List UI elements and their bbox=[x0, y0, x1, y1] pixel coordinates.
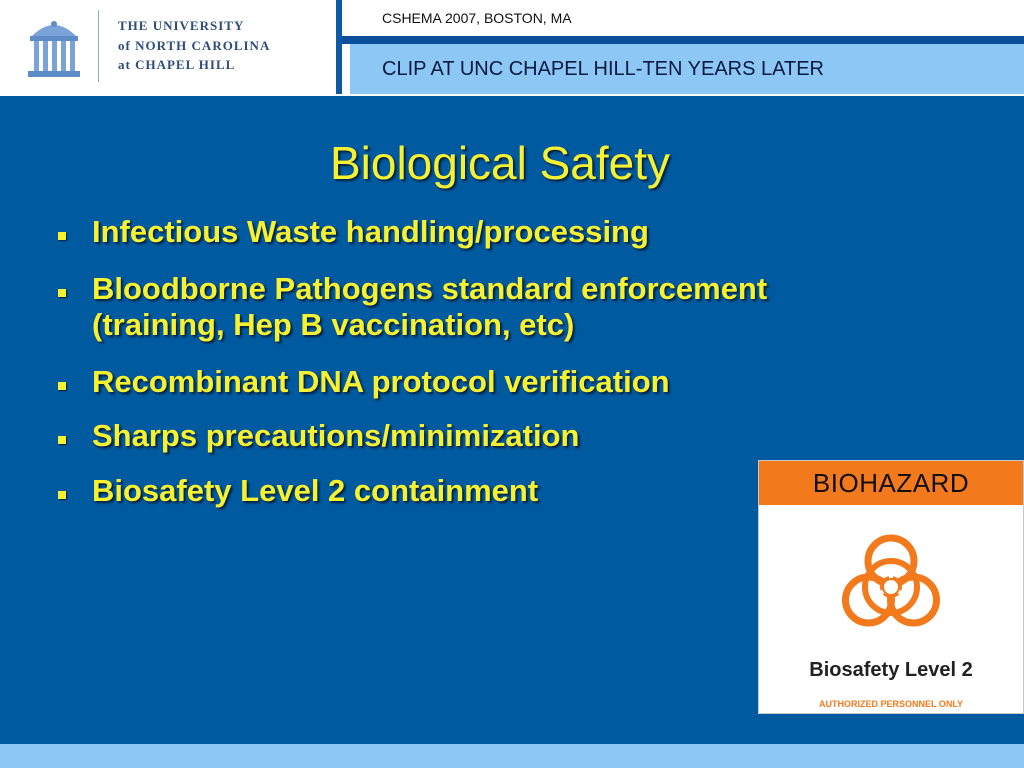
bullet-item bbox=[58, 418, 998, 455]
slide-footer-bar bbox=[0, 744, 1024, 768]
biohazard-sign-header bbox=[759, 461, 1023, 503]
logo-divider bbox=[98, 10, 99, 82]
bullet-item bbox=[58, 214, 998, 251]
bullet-item bbox=[58, 271, 998, 344]
slide-title: Biological Safety bbox=[329, 137, 671, 189]
bullet-item bbox=[58, 364, 998, 401]
header-bar bbox=[342, 36, 1024, 44]
subtitle-bar bbox=[350, 44, 1024, 94]
logo-line-3: at CHAPEL HILL bbox=[118, 57, 236, 72]
biohazard-sign-title: BIOHAZARD bbox=[812, 468, 970, 498]
logo-line-2: of NORTH CAROLINA bbox=[118, 38, 271, 53]
biohazard-sign bbox=[758, 460, 1024, 714]
biohazard-icon bbox=[829, 525, 953, 649]
bullet-text: Sharps precautions/minimization bbox=[92, 418, 580, 454]
bullet-text: Infectious Waste handling/processing bbox=[92, 214, 649, 249]
authorized-personnel-label: AUTHORIZED PERSONNEL ONLY bbox=[818, 699, 964, 709]
university-logo bbox=[0, 0, 342, 94]
bullet-text: Biosafety Level 2 containment bbox=[92, 472, 539, 508]
bullet-text: Bloodborne Pathogens standard enforcement bbox=[92, 270, 768, 306]
sign-rule bbox=[759, 503, 1023, 505]
presentation-subtitle: CLIP AT UNC CHAPEL HILL-TEN YEARS LATER bbox=[382, 58, 824, 80]
bullet-text: Recombinant DNA protocol verification bbox=[92, 363, 670, 399]
slide-header bbox=[0, 0, 1024, 96]
conference-label-box bbox=[350, 0, 1024, 36]
bullet-text-continuation: (training, Hep B vaccination, etc) bbox=[92, 307, 575, 343]
logo-line-1: THE UNIVERSITY bbox=[118, 18, 245, 33]
conference-label: CSHEMA 2007, BOSTON, MA bbox=[382, 10, 572, 26]
biosafety-level-label: Biosafety Level 2 bbox=[809, 659, 973, 681]
old-well-icon bbox=[24, 12, 84, 82]
